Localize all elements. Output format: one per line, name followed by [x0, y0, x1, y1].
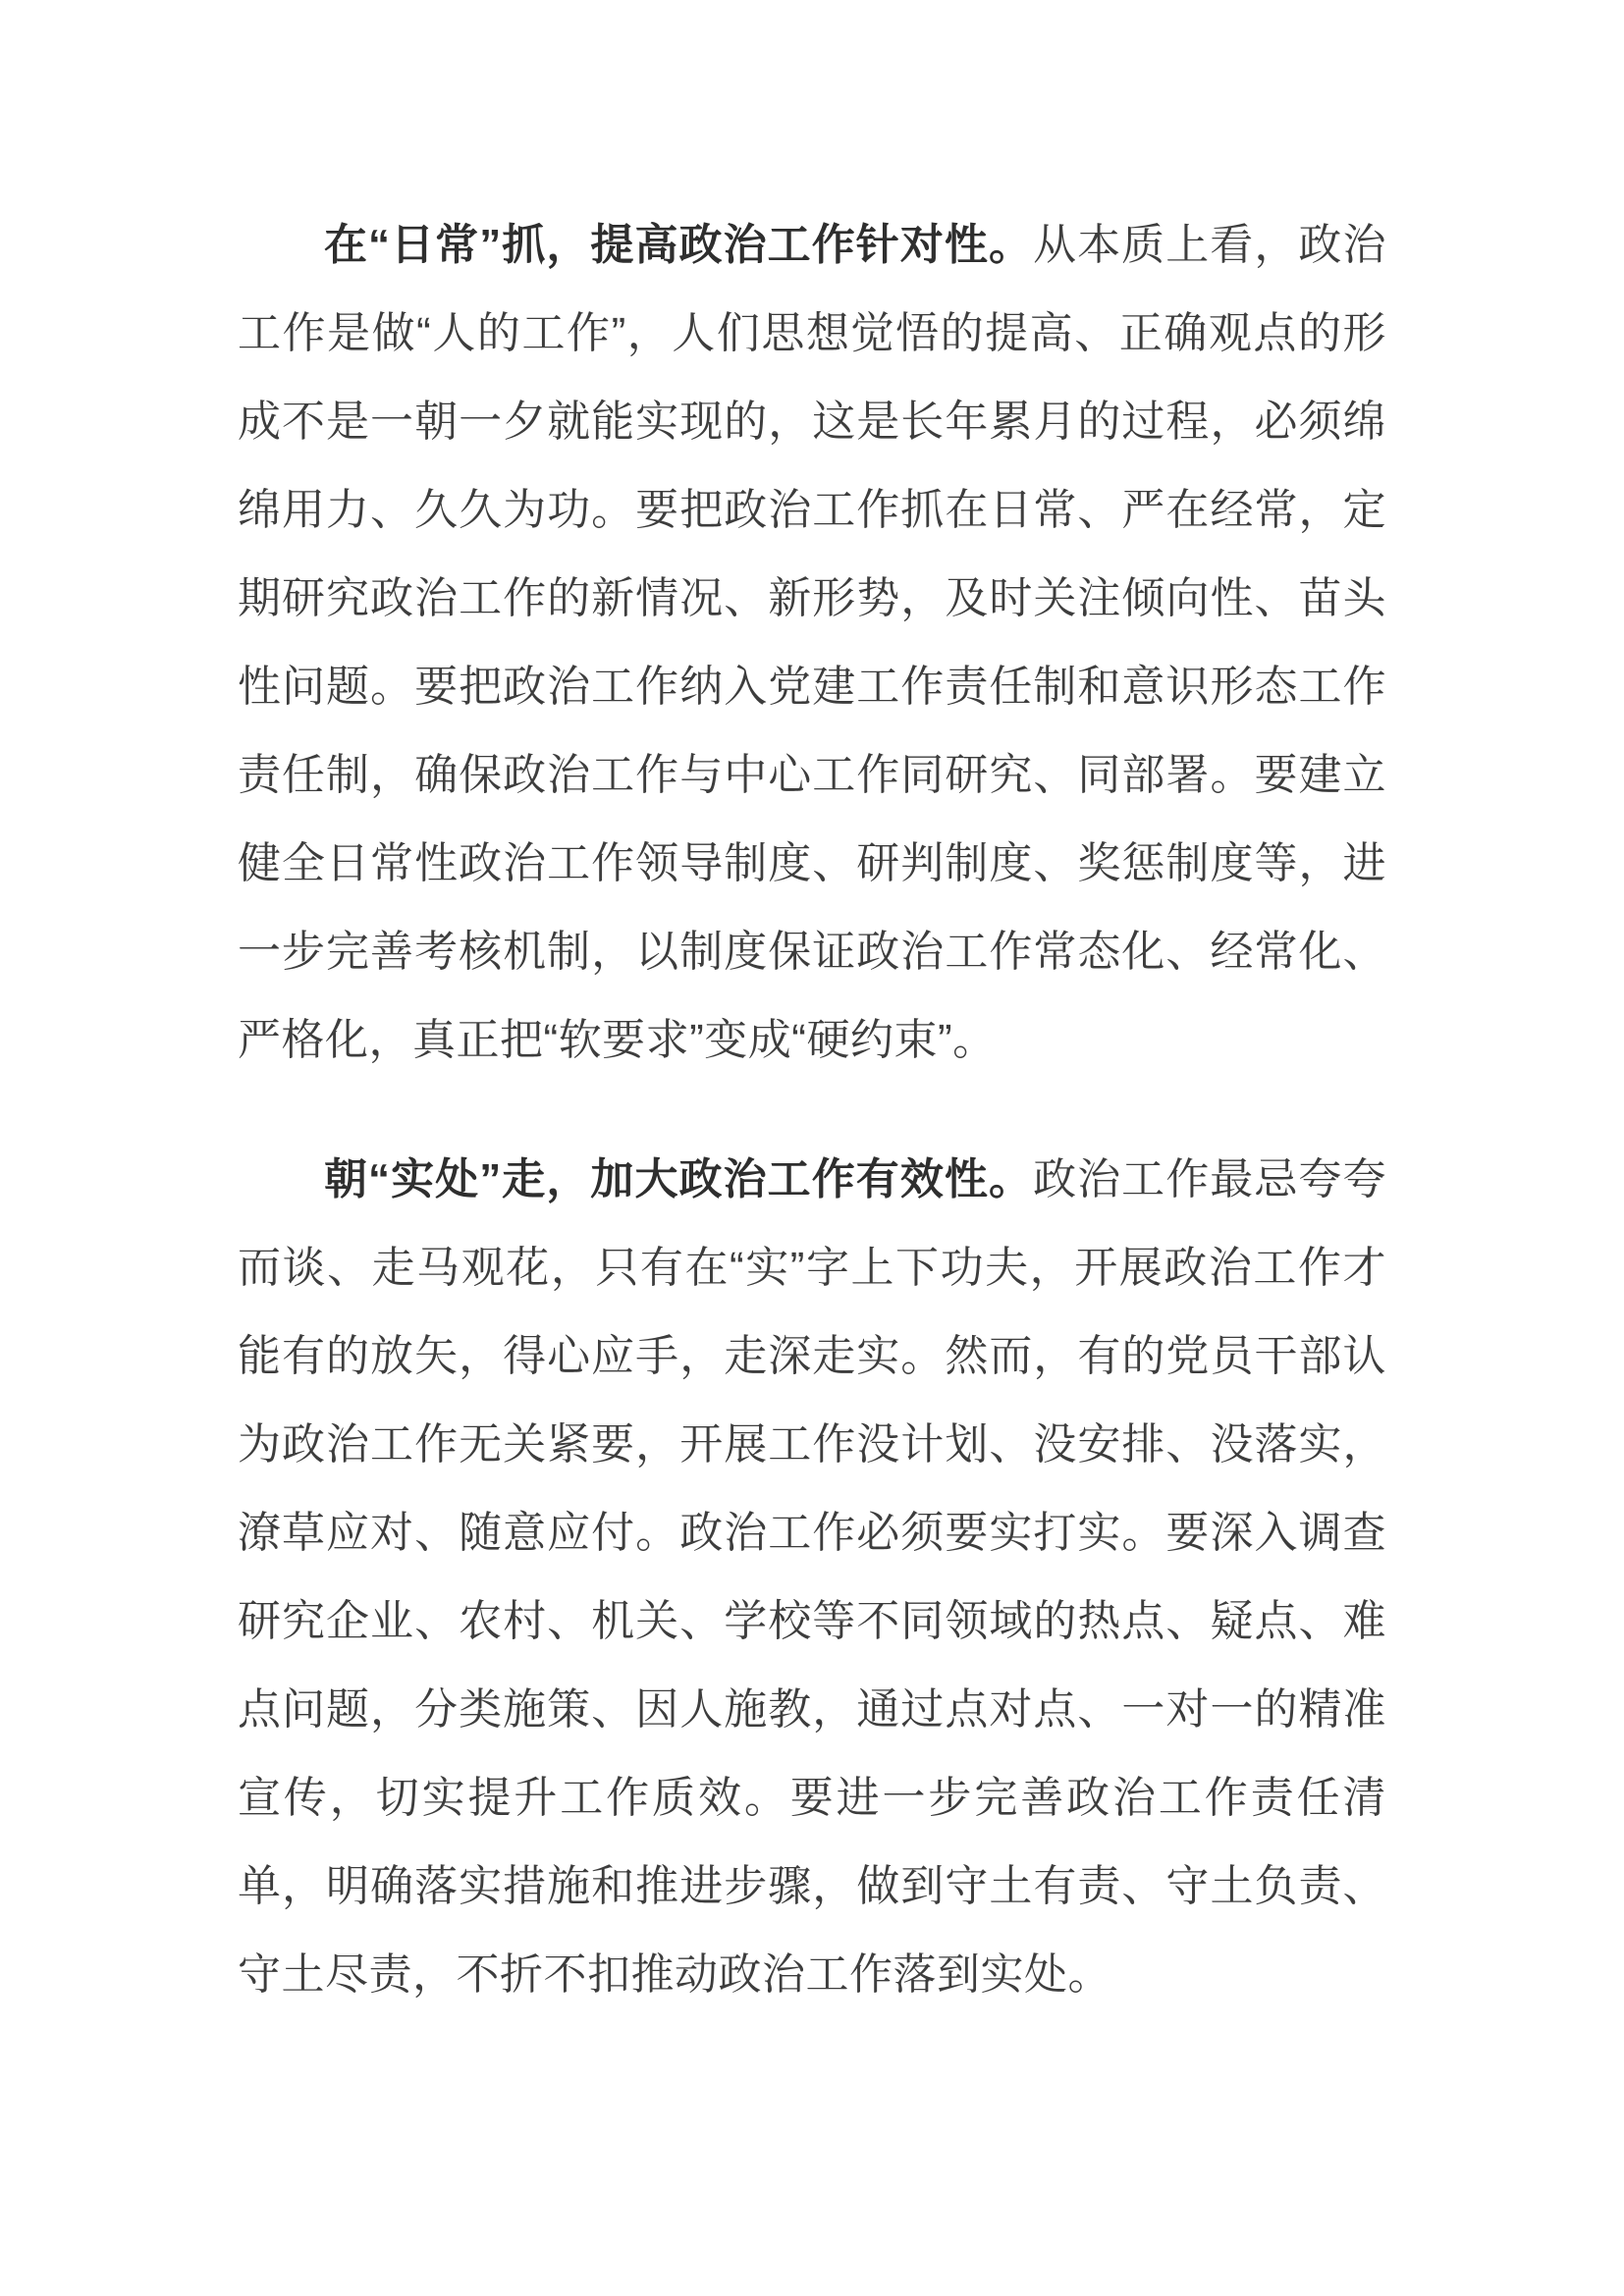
paragraph-lead: 在“日常”抓，提高政治工作针对性。: [324, 221, 1034, 269]
paragraph-body: 从本质上看，政治工作是做“人的工作”，人们思想觉悟的提高、正确观点的形成不是一朝一夕就能实现的，这是长年累月的过程，必须绵绵用力、久久为功。要把政治工作抓在日常、严在经常，定期研究政治工作的新情况、新形势，及时关注倾向性、苗头性问题。要把政治工作纳入党建工作责任制和意识形态工作责任制，确保政治工作与中心工作同研究、同部署。要建立健全日常性政治工作领导制度、研判制度、奖惩制度等，进一步完善考核机制，以制度保证政治工作常态化、经常化、严格化，真正把“软要求”变成“硬约束”。: [238, 221, 1386, 1064]
paragraph-practical-work: [238, 1136, 1386, 2019]
paragraph-lead: 朝“实处”走，加大政治工作有效性。: [324, 1155, 1034, 1203]
paragraph-daily-work: [238, 201, 1386, 1085]
paragraph-body: 政治工作最忌夸夸而谈、走马观花，只有在“实”字上下功夫，开展政治工作才能有的放矢，得心应手，走深走实。然而，有的党员干部认为政治工作无关紧要，开展工作没计划、没安排、没落实，潦草应对、随意应付。政治工作必须要实打实。要深入调查研究企业、农村、机关、学校等不同领域的热点、疑点、难点问题，分类施策、因人施教，通过点对点、一对一的精准宣传，切实提升工作质效。要进一步完善政治工作责任清单，明确落实措施和推进步骤，做到守土有责、守土负责、守土尽责，不折不扣推动政治工作落到实处。: [238, 1155, 1386, 1999]
